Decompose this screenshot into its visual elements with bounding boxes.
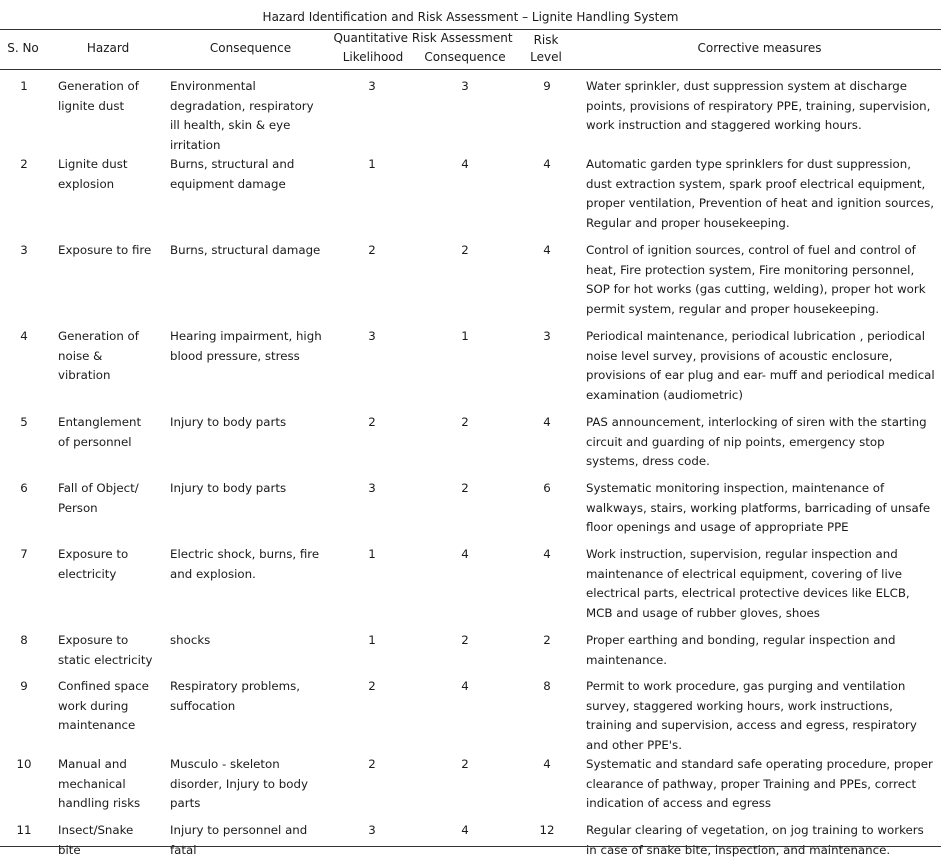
cell-consequence: shocks: [170, 633, 211, 647]
cell-risk-level: 4: [543, 757, 551, 771]
cell-corrective-measures: Automatic garden type sprinklers for dust suppression, dust extraction system, spark proof electrical equipment, proper ventilation, Prevention of heat and ignition sources, Regular and proper housekeeping.: [586, 157, 935, 230]
cell-qra-consequence: 4: [461, 823, 469, 837]
cell-sno: 10: [16, 757, 32, 771]
cell-risk-level: 12: [539, 823, 555, 837]
cell-hazard: Exposure to electricity: [58, 547, 129, 581]
table-body: [0, 77, 941, 867]
cell-hazard: Entanglement of personnel: [58, 415, 142, 449]
cell-qra-consequence: 2: [461, 243, 469, 257]
cell-likelihood: 3: [368, 823, 376, 837]
cell-risk-level: 4: [543, 547, 551, 561]
cell-hazard: Lignite dust explosion: [58, 157, 128, 191]
cell-hazard: Exposure to fire: [58, 243, 152, 257]
header-risk-level-line1: Risk: [533, 33, 559, 47]
cell-consequence: Environmental degradation, respiratory ill health, skin & eye irritation: [170, 79, 314, 152]
cell-hazard: Generation of noise & vibration: [58, 329, 139, 382]
header-hazard: Hazard: [86, 41, 130, 55]
header-qra-consequence: Consequence: [424, 50, 506, 64]
table-row: [0, 545, 941, 631]
header-bottom-rule: [0, 69, 941, 70]
table-row: [0, 479, 941, 545]
cell-likelihood: 1: [368, 547, 376, 561]
cell-consequence: Electric shock, burns, fire and explosion.: [170, 547, 320, 581]
cell-likelihood: 2: [368, 679, 376, 693]
header-sno: S. No: [7, 41, 39, 55]
cell-corrective-measures: Control of ignition sources, control of fuel and control of heat, Fire protection system, Fire monitoring personnel, SOP for hot works (gas cutting, welding), proper hot work permit system, regular and proper housekeeping.: [586, 243, 926, 316]
cell-corrective-measures: Work instruction, supervision, regular inspection and maintenance of electrical equipment, covering of live electrical parts, electrical protective devices like ELCB, MCB and usage of rubber gloves, shoes: [586, 547, 910, 620]
header-risk-level-line2: Level: [530, 50, 562, 64]
cell-hazard: Exposure to static electricity: [58, 633, 153, 667]
cell-sno: 8: [20, 633, 28, 647]
cell-consequence: Burns, structural and equipment damage: [170, 157, 295, 191]
cell-corrective-measures: Periodical maintenance, periodical lubrication , periodical noise level survey, provisions of acoustic enclosure, provisions of ear plug and ear- muff and periodical medical examination (audiometric): [586, 329, 935, 402]
header-consequence: Consequence: [209, 41, 292, 55]
table-row: [0, 677, 941, 755]
cell-qra-consequence: 1: [461, 329, 469, 343]
cell-qra-consequence: 4: [461, 547, 469, 561]
table-row: [0, 241, 941, 327]
cell-qra-consequence: 4: [461, 157, 469, 171]
cell-sno: 1: [20, 79, 28, 93]
cell-corrective-measures: Water sprinkler, dust suppression system at discharge points, provisions of respiratory PPE, training, supervision, work instruction and staggered working hours.: [586, 79, 931, 132]
cell-qra-consequence: 2: [461, 633, 469, 647]
cell-risk-level: 2: [543, 633, 551, 647]
cell-sno: 2: [20, 157, 28, 171]
cell-risk-level: 4: [543, 243, 551, 257]
cell-sno: 3: [20, 243, 28, 257]
table-row: [0, 155, 941, 241]
cell-consequence: Hearing impairment, high blood pressure, stress: [170, 329, 322, 363]
cell-qra-consequence: 2: [461, 415, 469, 429]
cell-corrective-measures: Permit to work procedure, gas purging and ventilation survey, staggered working hours, work instructions, training and supervision, access and egress, respiratory and other PPE's.: [586, 679, 917, 752]
cell-risk-level: 8: [543, 679, 551, 693]
cell-likelihood: 2: [368, 243, 376, 257]
cell-likelihood: 3: [368, 329, 376, 343]
table-row: [0, 327, 941, 413]
cell-consequence: Injury to personnel and fatal: [170, 823, 308, 857]
cell-corrective-measures: PAS announcement, interlocking of siren with the starting circuit and guarding of nip points, emergency stop systems, dress code.: [586, 415, 927, 468]
table-row: [0, 77, 941, 155]
cell-risk-level: 3: [543, 329, 551, 343]
cell-hazard: Manual and mechanical handling risks: [58, 757, 141, 810]
cell-likelihood: 1: [368, 157, 376, 171]
cell-hazard: Fall of Object/ Person: [58, 481, 139, 515]
cell-likelihood: 2: [368, 757, 376, 771]
cell-risk-level: 4: [543, 415, 551, 429]
cell-sno: 11: [16, 823, 32, 837]
cell-risk-level: 6: [543, 481, 551, 495]
cell-corrective-measures: Systematic monitoring inspection, maintenance of walkways, stairs, working platforms, barricading of unsafe floor openings and usage of appropriate PPE: [586, 481, 931, 534]
cell-sno: 5: [20, 415, 28, 429]
table-bottom-rule: [0, 846, 941, 847]
cell-risk-level: 4: [543, 157, 551, 171]
table-row: [0, 755, 941, 821]
cell-likelihood: 3: [368, 79, 376, 93]
cell-qra-consequence: 2: [461, 757, 469, 771]
cell-hazard: Generation of lignite dust: [58, 79, 139, 113]
cell-corrective-measures: Regular clearing of vegetation, on jog training to workers in case of snake bite, inspection, and maintenance.: [586, 823, 924, 857]
cell-likelihood: 3: [368, 481, 376, 495]
cell-consequence: Injury to body parts: [170, 481, 287, 495]
cell-corrective-measures: Proper earthing and bonding, regular inspection and maintenance.: [586, 633, 896, 667]
cell-likelihood: 2: [368, 415, 376, 429]
risk-table: [0, 77, 941, 867]
cell-qra-consequence: 2: [461, 481, 469, 495]
cell-sno: 4: [20, 329, 28, 343]
cell-qra-consequence: 4: [461, 679, 469, 693]
cell-sno: 7: [20, 547, 28, 561]
header-corrective-measures: Corrective measures: [697, 41, 822, 55]
table-title: Hazard Identification and Risk Assessment – Lignite Handling System: [262, 10, 679, 24]
cell-sno: 6: [20, 481, 28, 495]
cell-sno: 9: [20, 679, 28, 693]
cell-risk-level: 9: [543, 79, 551, 93]
cell-hazard: Confined space work during maintenance: [58, 679, 149, 732]
cell-hazard: Insect/Snake bite: [58, 823, 134, 857]
header-qra-group: Quantitative Risk Assessment: [333, 31, 513, 45]
table-row: [0, 413, 941, 479]
cell-consequence: Burns, structural damage: [170, 243, 321, 257]
cell-likelihood: 1: [368, 633, 376, 647]
cell-corrective-measures: Systematic and standard safe operating procedure, proper clearance of pathway, proper Training and PPEs, correct indication of access and egress: [586, 757, 933, 810]
table-row: [0, 631, 941, 677]
header-likelihood: Likelihood: [342, 50, 404, 64]
cell-consequence: Injury to body parts: [170, 415, 287, 429]
cell-consequence: Respiratory problems, suffocation: [170, 679, 301, 713]
cell-qra-consequence: 3: [461, 79, 469, 93]
cell-consequence: Musculo - skeleton disorder, Injury to body parts: [170, 757, 308, 810]
table-row: [0, 821, 941, 867]
